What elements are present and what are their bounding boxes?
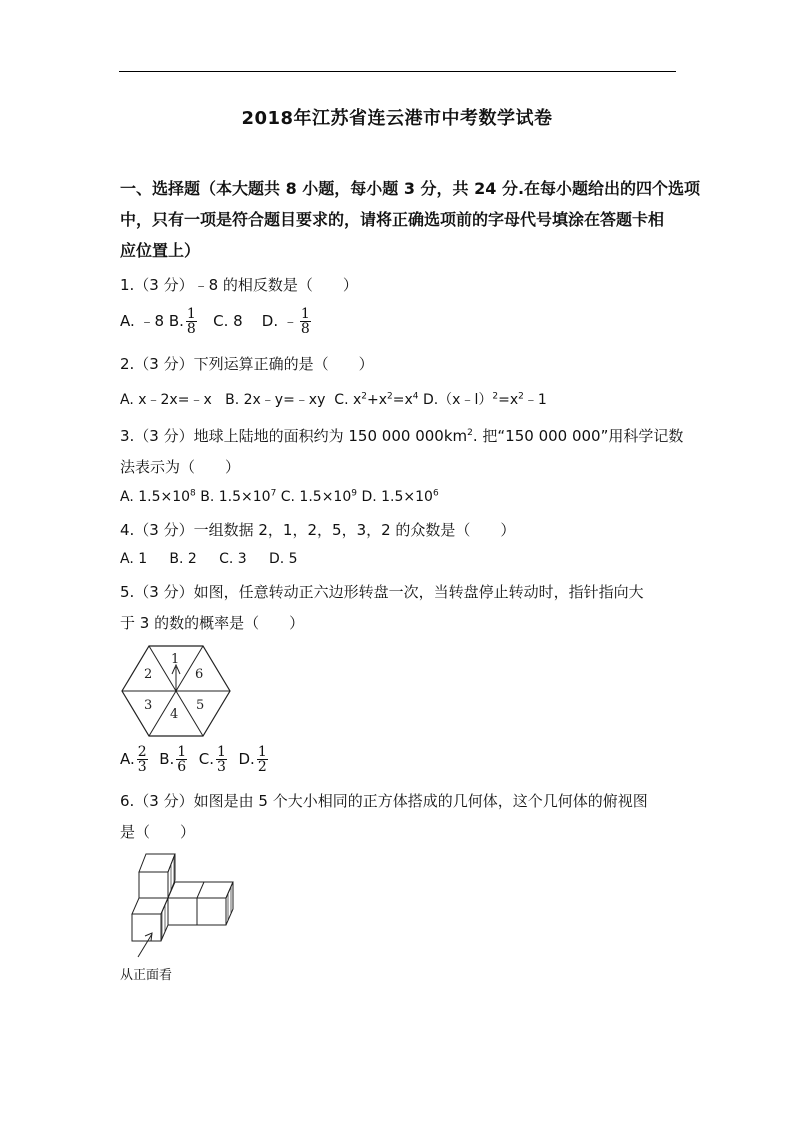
- view-arrow-shaft: [138, 934, 152, 957]
- q2-options: [120, 389, 547, 409]
- q1-option-b: B.: [168, 312, 184, 330]
- q5-options: [120, 744, 270, 774]
- q1-option-a: A. ﹣8: [120, 312, 165, 330]
- q3-options: [120, 489, 439, 505]
- q3-option-d: D. $1.5\times 10^6$: [361, 488, 439, 505]
- q5-stem-line1: 5.（3 分）如图，任意转动正六边形转盘一次，当转盘停止转动时，指针指向大: [120, 583, 644, 601]
- q1-option-c: C. 8: [213, 312, 243, 330]
- q1-option-d: D. ﹣: [261, 312, 298, 330]
- q5-option-c: C.: [198, 750, 215, 768]
- hex-label-4: 4: [170, 707, 179, 722]
- q5-option-a: A.: [120, 750, 135, 768]
- q3-option-c: C. $1.5\times 10^9$: [280, 488, 357, 505]
- q2-option-c: C. $x^2+x^2=x^4$: [334, 391, 419, 408]
- q6-stem-line1: 6.（3 分）如图是由 5 个大小相同的正方体搭成的几何体，这个几何体的俯视图: [120, 792, 648, 810]
- q2-stem: 2.（3 分）下列运算正确的是（ ）: [120, 355, 374, 373]
- q4-option-a: A. 1: [120, 551, 148, 567]
- q2-option-b: B. 2x﹣y=﹣xy: [225, 392, 326, 408]
- front-cube-front-face: [132, 914, 161, 941]
- q1-option-b-fraction: $\frac{1}{8}$: [186, 306, 196, 337]
- q3-stem-line2: 法表示为（ ）: [120, 458, 241, 476]
- q3-option-a: A. $1.5\times 10^8$: [120, 488, 196, 505]
- q5-option-d-fraction: $\frac{1}{2}$: [257, 744, 267, 775]
- cube-stack-figure: [128, 852, 248, 964]
- q4-option-c: C. 3: [219, 551, 247, 567]
- q5-option-a-fraction: $\frac{2}{3}$: [137, 744, 147, 775]
- header-rule: [119, 71, 676, 72]
- q3-option-b: B. $1.5\times 10^7$: [200, 488, 277, 505]
- q5-option-c-fraction: $\frac{1}{3}$: [217, 744, 226, 775]
- q4-option-d: D. 5: [268, 551, 298, 567]
- q2-option-d: $D.(x﹣l)^2=x^2﹣1$: [422, 391, 547, 408]
- hex-label-1: 1: [171, 652, 180, 667]
- hex-label-5: 5: [196, 698, 205, 713]
- figure-caption: 从正面看: [120, 968, 173, 983]
- q5-option-b-fraction: $\frac{1}{6}$: [177, 744, 187, 775]
- q5-option-d: D.: [238, 750, 255, 768]
- q1-option-d-fraction: $\frac{1}{8}$: [300, 306, 310, 337]
- section-heading-line3: 应位置上）: [120, 241, 201, 260]
- section-heading-line2: 中，只有一项是符合题目要求的，请将正确选项前的字母代号填涂在答题卡相: [120, 210, 665, 229]
- hex-label-2: 2: [144, 667, 153, 682]
- q1-stem: 1.（3 分）﹣8 的相反数是（ ）: [120, 276, 358, 294]
- q4-option-b: B. 2: [169, 551, 197, 567]
- q3-stem-line1: 3.（3 分）地球上陆地的面积约为 150 000 $000km^2$. 把“150 000 000”用科学记数: [120, 427, 684, 445]
- q5-stem-line2: 于 3 的数的概率是（ ）: [120, 614, 305, 632]
- q2-option-a: A. x﹣2x=﹣x: [120, 392, 212, 408]
- q6-stem-line2: 是（ ）: [120, 823, 196, 841]
- hex-label-6: 6: [195, 667, 204, 682]
- hexagon-spinner-figure: [120, 645, 232, 737]
- page-title: 2018年江苏省连云港市中考数学试卷: [241, 108, 553, 129]
- q1-options: [120, 306, 313, 336]
- q5-option-b: B.: [159, 750, 175, 768]
- top-cube-side-face: [168, 854, 175, 898]
- section-heading-line1: 一、选择题（本大题共 8 小题，每小题 3 分，共 24 分.在每小题给出的四个选项: [120, 179, 701, 198]
- middle-cube-1-front: [168, 898, 197, 925]
- q4-stem: 4.（3 分）一组数据 2，1，2，5，3，2 的众数是（ ）: [120, 521, 516, 539]
- q4-options: [120, 551, 298, 567]
- top-cube-front-face: [139, 872, 168, 898]
- middle-row-top-divider: [197, 882, 204, 898]
- front-cube-side-face: [161, 898, 168, 941]
- middle-row-side-face: [226, 882, 233, 925]
- hex-label-3: 3: [144, 698, 153, 713]
- middle-cube-2-front: [197, 898, 226, 925]
